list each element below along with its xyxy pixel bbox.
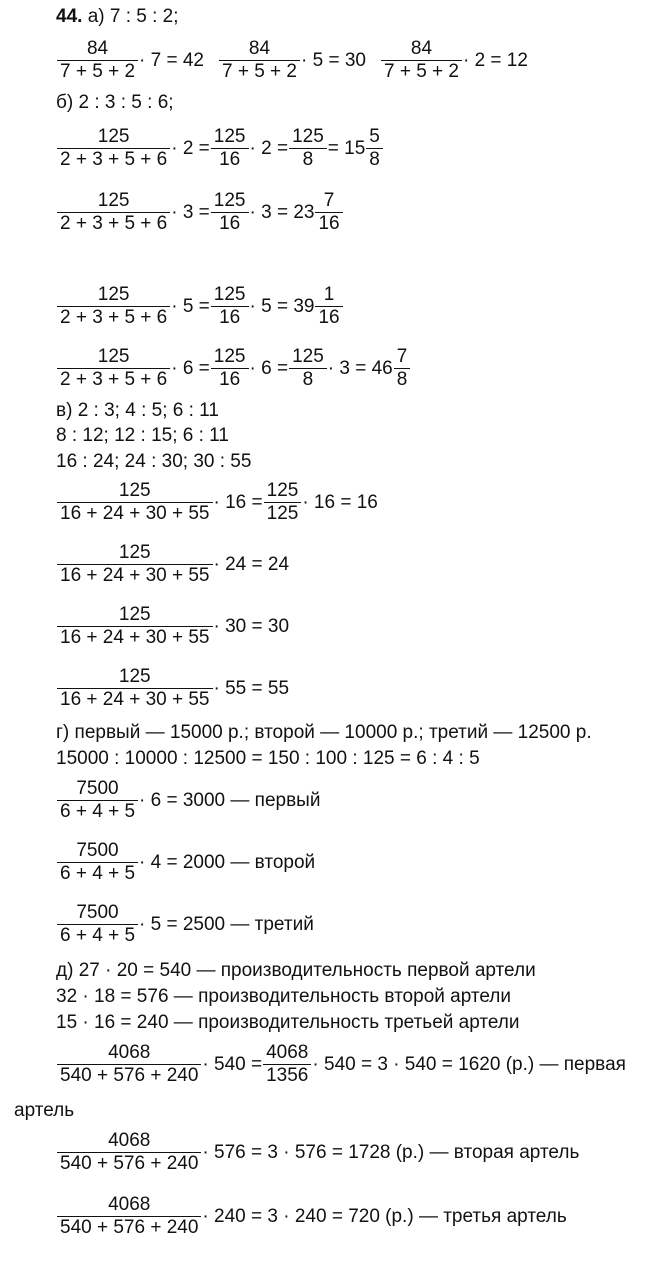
- fraction: $\frac{125}{16}$: [211, 346, 249, 391]
- fraction: $\frac{84}{7 + 5 + 2}$: [219, 38, 300, 83]
- fraction: $\frac{7500}{6 + 4 + 5}$: [57, 902, 138, 947]
- fraction: $\frac{125}{2 + 3 + 5 + 6}$: [57, 126, 170, 171]
- part-b-row2: [56, 190, 344, 235]
- equation-text: · 540 = 3 · 540 = 1620 (р.) — первая: [312, 1053, 626, 1075]
- fraction: $\frac{84}{7 + 5 + 2}$: [381, 38, 462, 83]
- equation-text: · 2 =: [249, 137, 289, 159]
- fraction: $\frac{7500}{6 + 4 + 5}$: [57, 778, 138, 823]
- fraction: $\frac{7}{16}$: [315, 190, 342, 235]
- part-b-row1: [56, 126, 384, 171]
- fraction: $\frac{84}{7 + 5 + 2}$: [57, 38, 138, 83]
- fraction: $\frac{125}{2 + 3 + 5 + 6}$: [57, 346, 170, 391]
- equation-text: · 2 = 12: [462, 49, 528, 71]
- equation-text: · 3 = 46: [327, 357, 393, 379]
- equation-text: · 16 = 16: [302, 491, 378, 513]
- task-number: 44.: [56, 6, 83, 27]
- equation-text: · 16 =: [213, 491, 263, 513]
- part-d-row1: [56, 1042, 626, 1087]
- fraction: $\frac{125}{125}$: [264, 480, 302, 525]
- fraction: $\frac{125}{16 + 24 + 30 + 55}$: [57, 604, 213, 649]
- equation-text: · 55 = 55: [213, 677, 290, 699]
- equation-text: · 5 = 30: [301, 49, 366, 71]
- fraction: $\frac{125}{16 + 24 + 30 + 55}$: [57, 480, 213, 525]
- fraction: $\frac{7500}{6 + 4 + 5}$: [57, 840, 138, 885]
- equation-text: · 5 = 39: [249, 295, 315, 317]
- part-d-line1: д) 27 · 20 = 540 — производительность первой артели: [56, 960, 536, 981]
- part-d-row2: [56, 1130, 579, 1175]
- part-g-line2: 15000 : 10000 : 12500 = 150 : 100 : 125 = 6 : 4 : 5: [56, 748, 480, 769]
- part-g-row3: [56, 902, 314, 947]
- part-v-row3: [56, 604, 289, 649]
- part-v-line3: 16 : 24; 24 : 30; 30 : 55: [56, 451, 252, 472]
- equation-text: · 24 = 24: [213, 553, 290, 575]
- part-v-row2: [56, 542, 289, 587]
- fraction: $\frac{4068}{540 + 576 + 240}$: [57, 1130, 201, 1175]
- part-b-label: б) 2 : 3 : 5 : 6;: [56, 92, 174, 113]
- equation-text: · 30 = 30: [213, 615, 290, 637]
- fraction: $\frac{125}{16}$: [211, 284, 249, 329]
- equation-text: = 15: [327, 137, 366, 159]
- fraction: $\frac{7}{8}$: [394, 346, 411, 391]
- part-d-row3: [56, 1194, 567, 1239]
- fraction: $\frac{125}{16}$: [211, 126, 249, 171]
- part-b-row3: [56, 284, 344, 329]
- fraction: $\frac{1}{16}$: [315, 284, 342, 329]
- part-a-equations: [56, 38, 528, 83]
- fraction: $\frac{125}{16 + 24 + 30 + 55}$: [57, 666, 213, 711]
- fraction: $\frac{125}{16 + 24 + 30 + 55}$: [57, 542, 213, 587]
- part-b-row4: [56, 346, 411, 391]
- equation-text: · 6 =: [249, 357, 289, 379]
- part-d-line2: 32 · 18 = 576 — производительность второй артели: [56, 986, 511, 1007]
- fraction: $\frac{4068}{540 + 576 + 240}$: [57, 1194, 201, 1239]
- part-d-line3: 15 · 16 = 240 — производительность третьей артели: [56, 1012, 520, 1033]
- fraction: $\frac{4068}{1356}$: [263, 1042, 311, 1087]
- fraction: $\frac{125}{2 + 3 + 5 + 6}$: [57, 190, 170, 235]
- fraction: $\frac{125}{16}$: [211, 190, 249, 235]
- part-g-line1: г) первый — 15000 р.; второй — 10000 р.; третий — 12500 р.: [56, 722, 592, 743]
- equation-text: · 240 = 3 · 240 = 720 (р.) — третья артель: [202, 1205, 567, 1227]
- equation-text: · 7 = 42: [139, 49, 204, 71]
- equation-text: · 6 = 3000 — первый: [139, 789, 321, 811]
- part-a-header: [56, 6, 179, 28]
- equation-text: · 540 =: [202, 1053, 263, 1075]
- equation-text: · 4 = 2000 — второй: [139, 851, 316, 873]
- part-d-wrap: артель: [14, 1100, 75, 1121]
- part-v-line2: 8 : 12; 12 : 15; 6 : 11: [56, 425, 229, 446]
- equation-text: · 5 = 2500 — третий: [139, 913, 314, 935]
- part-a-label: а) 7 : 5 : 2;: [87, 6, 179, 27]
- equation-text: · 3 =: [171, 201, 210, 223]
- part-v-row1: [56, 480, 378, 525]
- part-v-line1: в) 2 : 3; 4 : 5; 6 : 11: [56, 400, 219, 421]
- equation-text: · 5 =: [171, 295, 210, 317]
- equation-text: · 576 = 3 · 576 = 1728 (р.) — вторая артель: [202, 1141, 580, 1163]
- fraction: $\frac{125}{8}$: [289, 126, 327, 171]
- equation-text: · 6 =: [171, 357, 210, 379]
- fraction: $\frac{4068}{540 + 576 + 240}$: [57, 1042, 201, 1087]
- part-g-row1: [56, 778, 320, 823]
- part-g-row2: [56, 840, 315, 885]
- part-v-row4: [56, 666, 289, 711]
- fraction: $\frac{5}{8}$: [366, 126, 383, 171]
- fraction: $\frac{125}{2 + 3 + 5 + 6}$: [57, 284, 170, 329]
- fraction: $\frac{125}{8}$: [289, 346, 327, 391]
- equation-text: · 2 =: [171, 137, 210, 159]
- equation-text: · 3 = 23: [249, 201, 315, 223]
